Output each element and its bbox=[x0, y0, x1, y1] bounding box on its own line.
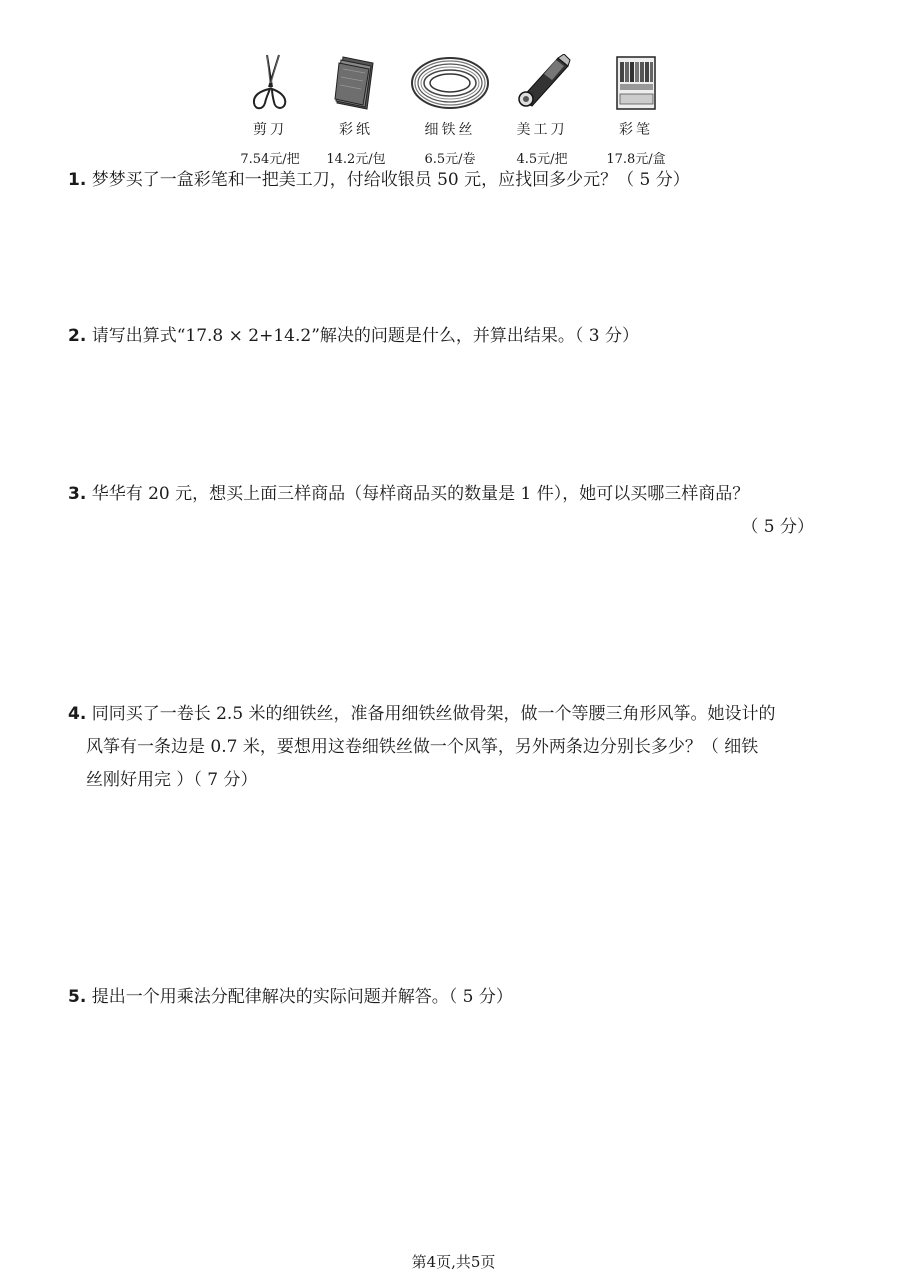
question-5 bbox=[68, 981, 828, 1014]
product-price-strip bbox=[222, 52, 692, 167]
question-2 bbox=[68, 320, 828, 353]
page-footer: 第4页,共5页 bbox=[411, 1253, 496, 1271]
question-text: 梦梦买了一盒彩笔和一把美工刀，付给收银员 50 元，应找回多少元？（ 5 分） bbox=[91, 170, 690, 190]
scissors-icon bbox=[245, 53, 295, 113]
product-colored-pens bbox=[588, 52, 684, 167]
product-name: 细铁丝 bbox=[424, 122, 476, 138]
question-4 bbox=[68, 698, 828, 797]
product-name: 彩纸 bbox=[339, 122, 373, 138]
product-name: 美工刀 bbox=[516, 122, 568, 138]
question-text: 请写出算式“17.8 × 2+14.2”解决的问题是什么，并算出结果。（ 3 分） bbox=[91, 326, 640, 346]
colored-pens-icon bbox=[614, 54, 658, 112]
question-number: 1. bbox=[68, 170, 87, 190]
product-utility-knife bbox=[494, 52, 590, 167]
iron-wire-icon bbox=[408, 54, 492, 112]
utility-knife-icon bbox=[512, 54, 572, 112]
product-price: 17.8元/盒 bbox=[606, 152, 666, 167]
product-iron-wire bbox=[402, 52, 498, 167]
product-scissors bbox=[222, 52, 318, 167]
question-3 bbox=[68, 478, 828, 544]
colored-paper-icon bbox=[333, 55, 379, 111]
product-price: 4.5元/把 bbox=[516, 152, 568, 167]
product-price: 6.5元/卷 bbox=[424, 152, 476, 167]
question-number: 2. bbox=[68, 326, 87, 346]
product-name: 彩笔 bbox=[619, 122, 653, 138]
question-text: 华华有 20 元，想买上面三样商品（每样商品买的数量是 1 件），她可以买哪三样商品？ bbox=[91, 484, 750, 504]
question-text-line-3: 丝刚好用完 ）（ 7 分） bbox=[86, 770, 258, 790]
question-1 bbox=[68, 164, 828, 197]
question-number: 4. bbox=[68, 704, 87, 724]
product-price: 14.2元/包 bbox=[326, 152, 386, 167]
question-text: 提出一个用乘法分配律解决的实际问题并解答。（ 5 分） bbox=[91, 987, 513, 1007]
question-score: （ 5 分） bbox=[741, 517, 814, 537]
question-text-line-2: 风筝有一条边是 0.7 米，要想用这卷细铁丝做一个风筝，另外两条边分别长多少？（ 细铁 bbox=[86, 737, 759, 757]
question-number: 5. bbox=[68, 987, 87, 1007]
product-price: 7.54元/把 bbox=[240, 152, 300, 167]
question-number: 3. bbox=[68, 484, 87, 504]
product-colored-paper bbox=[308, 52, 404, 167]
question-text-line-1: 同同买了一卷长 2.5 米的细铁丝，准备用细铁丝做骨架，做一个等腰三角形风筝。她设计的 bbox=[91, 704, 776, 724]
product-name: 剪刀 bbox=[253, 122, 287, 138]
